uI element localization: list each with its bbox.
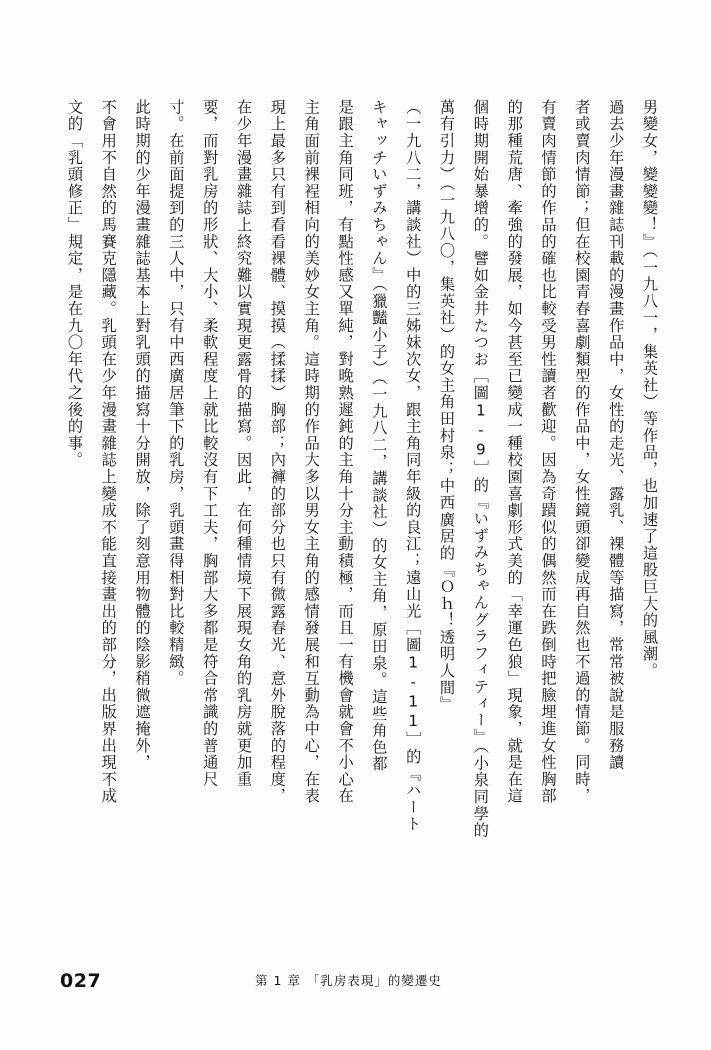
body-text-block xyxy=(54,84,663,944)
page-number: 027 xyxy=(60,970,102,992)
text-column: 萬有引力）（一九八〇，集英社）的女主角田村泉；中西廣居的『Ｏｈ！透明人間』 xyxy=(438,99,457,713)
text-column: 個時期開始暴增的。譬如金井たつお［圖1-9］的『いずみちゃんグラフィティー』（小泉同學的 xyxy=(471,99,490,839)
footer-chapter-label: 第 1 章 xyxy=(255,973,301,988)
text-column: キャッチいずみちゃん』（獵豔小子）（一九八二，講談社）的女主角，原田泉。這些角色都 xyxy=(370,99,389,773)
text-column: 是跟主角同班，有點性感又單純，對晚熟遲鈍的主角十分主動積極，而且一有機會就會不小心在 xyxy=(336,99,355,805)
text-column: 男變女，變變變！』（一九八一，集英社）等作品，也加速了這股巨大的風潮。 xyxy=(641,99,659,680)
text-column: 此時期的少年漫畫雜誌基本上對乳頭的描寫十分開放，除了刻意用物體的陰影稍微遮掩外， xyxy=(133,99,152,771)
text-column: 的那種荒唐、牽強的發展，如今甚至已變成一種校園喜劇形式美的「幸運色狼」現象，就是在這 xyxy=(505,99,524,805)
text-column: 者或賣肉情節；但在校園青春喜劇類型的作品中，女性鏡頭卻變成再自然也不過的情節。同時， xyxy=(573,99,592,805)
footer-chapter-title xyxy=(255,971,442,989)
text-column: 有賣肉情節的作品的確也比較受男性讀者歡迎。因為奇蹟似的偶然而在跌倒時把臉埋進女性胸部 xyxy=(539,99,558,805)
text-column: 現上最多只有到看看裸體、摸摸（揉揉）胸部；內褲的部分也只有微露春光、意外脫落的程度， xyxy=(268,99,287,805)
text-column: 過去少年漫畫雜誌刊載的漫畫作品中，女性的走光、露乳、裸體等描寫，常常被說是服務讀 xyxy=(607,99,626,771)
text-column: （一九八二，講談社）中的三姊妹次女，跟主角同年級的良江；遠山光［圖1-11］的『ハート xyxy=(404,99,423,833)
text-column: 主角面前裸裎相向的美妙女主角。這時期的作品大多以男女主角的感情發展和互動為中心，在表 xyxy=(302,99,321,805)
page-footer xyxy=(0,970,711,1020)
text-column: 寸。在前面提到的三人中，只有中西廣居筆下的乳房，乳頭畫得相對比較精緻。 xyxy=(167,99,186,687)
text-column: 要，而對乳房的形狀、大小、柔軟程度上就比較沒有下工夫，胸部大多都是符合常識的普通尺 xyxy=(201,99,220,788)
text-column: 文的「乳頭修正」規定，是在九〇年代之後的事。 xyxy=(65,99,84,469)
text-column: 不會用不自然的馬賽克隱藏。乳頭在少年漫畫雜誌上變成不能直接畫出的部分，出版界出現不成 xyxy=(99,99,118,805)
footer-title-label: 「乳房表現」的變遷史 xyxy=(306,973,442,988)
text-column: 在少年漫畫雜誌上終究難以實現更露骨的描寫。因此，在何種情境下展現女角的乳房就更加重 xyxy=(235,99,254,788)
